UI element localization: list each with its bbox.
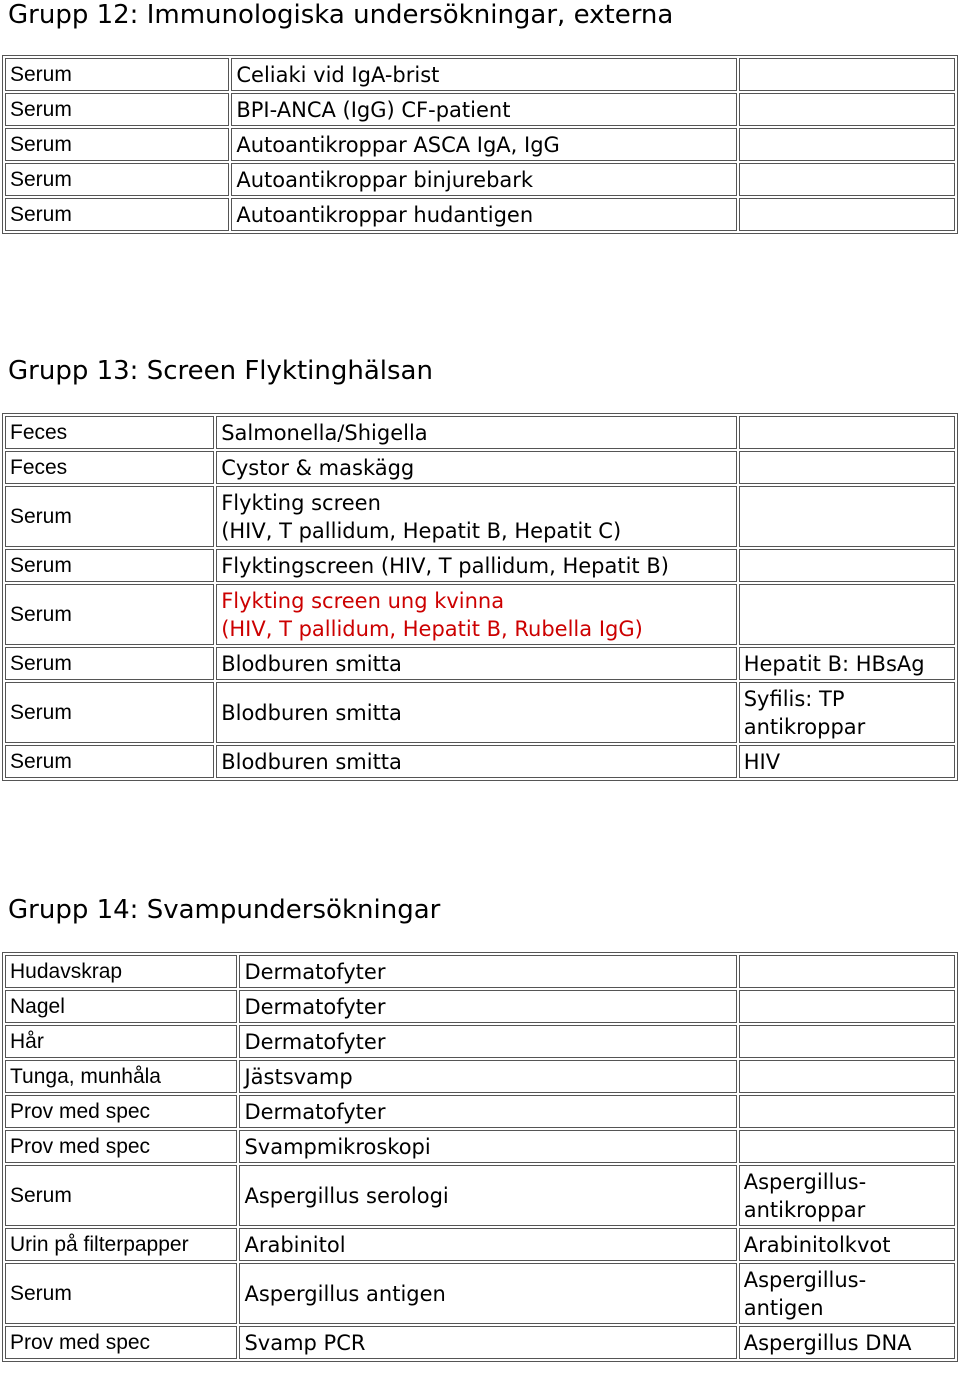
sample-cell: [5, 647, 214, 680]
note-cell-text: antikroppar: [743, 714, 866, 739]
table-row: [5, 1165, 955, 1226]
sample-cell: [5, 549, 214, 582]
analysis-cell: [239, 990, 736, 1023]
analysis-cell-text: Aspergillus antigen: [244, 1281, 446, 1306]
analysis-cell-text: Jästsvamp: [244, 1064, 353, 1089]
analysis-cell: [231, 163, 736, 196]
analysis-cell-text: Svampmikroskopi: [244, 1134, 431, 1159]
table-row: [5, 647, 955, 680]
analysis-cell: [239, 1025, 736, 1058]
table-row: [5, 486, 955, 547]
note-cell-text: HIV: [743, 749, 781, 774]
note-cell-text: Aspergillus-: [743, 1169, 867, 1194]
sample-cell: [5, 198, 229, 231]
sample-cell-text: Serum: [10, 202, 72, 226]
sample-cell-text: Serum: [10, 553, 72, 577]
table-row: [5, 1130, 955, 1163]
note-cell-text: antikroppar: [743, 1197, 866, 1222]
note-cell: [739, 682, 955, 743]
sample-cell-text: Serum: [10, 1183, 72, 1207]
sample-cell: [5, 682, 214, 743]
note-cell: [739, 1263, 955, 1324]
sample-cell-text: Hår: [10, 1029, 44, 1053]
sample-cell: [5, 1060, 237, 1093]
analysis-cell: [216, 416, 737, 449]
group12-title: Grupp 12: Immunologiska undersökningar, externa: [8, 0, 674, 30]
sample-cell: [5, 1025, 237, 1058]
sample-cell: [5, 1130, 237, 1163]
table-row: [5, 1263, 955, 1324]
group14-title: Grupp 14: Svampundersökningar: [8, 895, 441, 925]
group13-title: Grupp 13: Screen Flyktinghälsan: [8, 356, 433, 386]
analysis-cell-text: Dermatofyter: [244, 1099, 386, 1124]
analysis-cell-text: Aspergillus serologi: [244, 1183, 449, 1208]
table-row: [5, 1228, 955, 1261]
table-row: [5, 198, 955, 231]
table-row: [5, 682, 955, 743]
sample-cell: [5, 1263, 237, 1324]
analysis-cell-text: (HIV, T pallidum, Hepatit B, Rubella IgG): [221, 616, 643, 641]
note-cell-text: Syfilis: TP: [743, 686, 845, 711]
note-cell: [739, 416, 955, 449]
sample-cell-text: Prov med spec: [10, 1134, 151, 1158]
note-cell: [739, 1165, 955, 1226]
analysis-cell-text: Blodburen smitta: [221, 651, 402, 676]
sample-cell: [5, 451, 214, 484]
sample-cell-text: Serum: [10, 62, 72, 86]
analysis-cell-text: Cystor & maskägg: [221, 455, 415, 480]
note-cell-text: Aspergillus-: [743, 1267, 867, 1292]
note-cell: [739, 58, 955, 91]
sample-cell: [5, 416, 214, 449]
sample-cell-text: Hudavskrap: [10, 959, 123, 983]
sample-cell-text: Prov med spec: [10, 1099, 151, 1123]
note-cell-text: Arabinitolkvot: [743, 1232, 891, 1257]
table-row: [5, 1095, 955, 1128]
analysis-cell: [239, 1165, 736, 1226]
sample-cell: [5, 486, 214, 547]
sample-cell-text: Tunga, munhåla: [10, 1064, 161, 1088]
note-cell: [739, 198, 955, 231]
sample-cell-text: Urin på filterpapper: [10, 1232, 189, 1256]
note-cell: [739, 1228, 955, 1261]
note-cell-text: Hepatit B: HBsAg: [743, 651, 925, 676]
table-row: [5, 990, 955, 1023]
group13-table: [2, 413, 958, 781]
analysis-cell: [216, 451, 737, 484]
analysis-cell-text: Autoantikroppar ASCA IgA, IgG: [236, 132, 560, 157]
sample-cell-text: Nagel: [10, 994, 65, 1018]
analysis-cell: [239, 1326, 736, 1359]
note-cell: [739, 93, 955, 126]
sample-cell: [5, 1228, 237, 1261]
sample-cell: [5, 163, 229, 196]
note-cell: [739, 1326, 955, 1359]
analysis-cell: [216, 682, 737, 743]
sample-cell: [5, 58, 229, 91]
sample-cell-text: Feces: [10, 420, 68, 444]
analysis-cell-text: Blodburen smitta: [221, 749, 402, 774]
note-cell-text: Aspergillus DNA: [743, 1330, 912, 1355]
sample-cell: [5, 1165, 237, 1226]
analysis-cell-text: Autoantikroppar hudantigen: [236, 202, 534, 227]
analysis-cell: [231, 58, 736, 91]
analysis-cell: [239, 1060, 736, 1093]
sample-cell-text: Prov med spec: [10, 1330, 151, 1354]
sample-cell-text: Serum: [10, 700, 72, 724]
analysis-cell-text: Dermatofyter: [244, 959, 386, 984]
note-cell: [739, 128, 955, 161]
analysis-cell: [231, 93, 736, 126]
analysis-cell-text: Flykting screen: [221, 490, 381, 515]
table-row: [5, 584, 955, 645]
sample-cell: [5, 1095, 237, 1128]
sample-cell: [5, 990, 237, 1023]
table-row: [5, 93, 955, 126]
analysis-cell-text: Salmonella/Shigella: [221, 420, 428, 445]
analysis-cell: [231, 198, 736, 231]
analysis-cell: [216, 647, 737, 680]
analysis-cell-text: Dermatofyter: [244, 994, 386, 1019]
sample-cell-text: Serum: [10, 504, 72, 528]
note-cell: [739, 1130, 955, 1163]
analysis-cell: [231, 128, 736, 161]
analysis-cell: [239, 955, 736, 988]
note-cell: [739, 955, 955, 988]
sample-cell-text: Serum: [10, 651, 72, 675]
analysis-cell-text: Svamp PCR: [244, 1330, 366, 1355]
table-row: [5, 1025, 955, 1058]
analysis-cell-text: Arabinitol: [244, 1232, 346, 1257]
analysis-cell-text: Celiaki vid IgA-brist: [236, 62, 440, 87]
analysis-cell-text: Autoantikroppar binjurebark: [236, 167, 534, 192]
note-cell: [739, 1025, 955, 1058]
analysis-cell: [216, 584, 737, 645]
sample-cell: [5, 128, 229, 161]
note-cell: [739, 1060, 955, 1093]
sample-cell-text: Serum: [10, 602, 72, 626]
sample-cell: [5, 745, 214, 778]
table-row: [5, 745, 955, 778]
sample-cell: [5, 584, 214, 645]
group12-table: [2, 55, 958, 234]
sample-cell: [5, 1326, 237, 1359]
note-cell: [739, 647, 955, 680]
analysis-cell-text: Blodburen smitta: [221, 700, 402, 725]
table-row: [5, 549, 955, 582]
table-row: [5, 128, 955, 161]
analysis-cell-text: BPI-ANCA (IgG) CF-patient: [236, 97, 511, 122]
table-row: [5, 955, 955, 988]
sample-cell: [5, 955, 237, 988]
sample-cell-text: Serum: [10, 1281, 72, 1305]
sample-cell: [5, 93, 229, 126]
analysis-cell-text: Flyktingscreen (HIV, T pallidum, Hepatit B): [221, 553, 669, 578]
table-row: [5, 163, 955, 196]
note-cell: [739, 584, 955, 645]
analysis-cell: [216, 549, 737, 582]
sample-cell-text: Serum: [10, 167, 72, 191]
sample-cell-text: Feces: [10, 455, 68, 479]
analysis-cell: [216, 486, 737, 547]
group14-table: [2, 952, 958, 1362]
note-cell: [739, 451, 955, 484]
note-cell: [739, 486, 955, 547]
table-row: [5, 58, 955, 91]
analysis-cell-text: (HIV, T pallidum, Hepatit B, Hepatit C): [221, 518, 622, 543]
sample-cell-text: Serum: [10, 749, 72, 773]
sample-cell-text: Serum: [10, 132, 72, 156]
analysis-cell: [239, 1095, 736, 1128]
sample-cell-text: Serum: [10, 97, 72, 121]
table-row: [5, 416, 955, 449]
analysis-cell: [239, 1130, 736, 1163]
table-row: [5, 1326, 955, 1359]
note-cell: [739, 990, 955, 1023]
note-cell: [739, 745, 955, 778]
note-cell-text: antigen: [743, 1295, 824, 1320]
analysis-cell: [216, 745, 737, 778]
analysis-cell: [239, 1228, 736, 1261]
analysis-cell: [239, 1263, 736, 1324]
note-cell: [739, 549, 955, 582]
analysis-cell-text: Dermatofyter: [244, 1029, 386, 1054]
table-row: [5, 451, 955, 484]
note-cell: [739, 1095, 955, 1128]
note-cell: [739, 163, 955, 196]
analysis-cell-text: Flykting screen ung kvinna: [221, 588, 505, 613]
table-row: [5, 1060, 955, 1093]
